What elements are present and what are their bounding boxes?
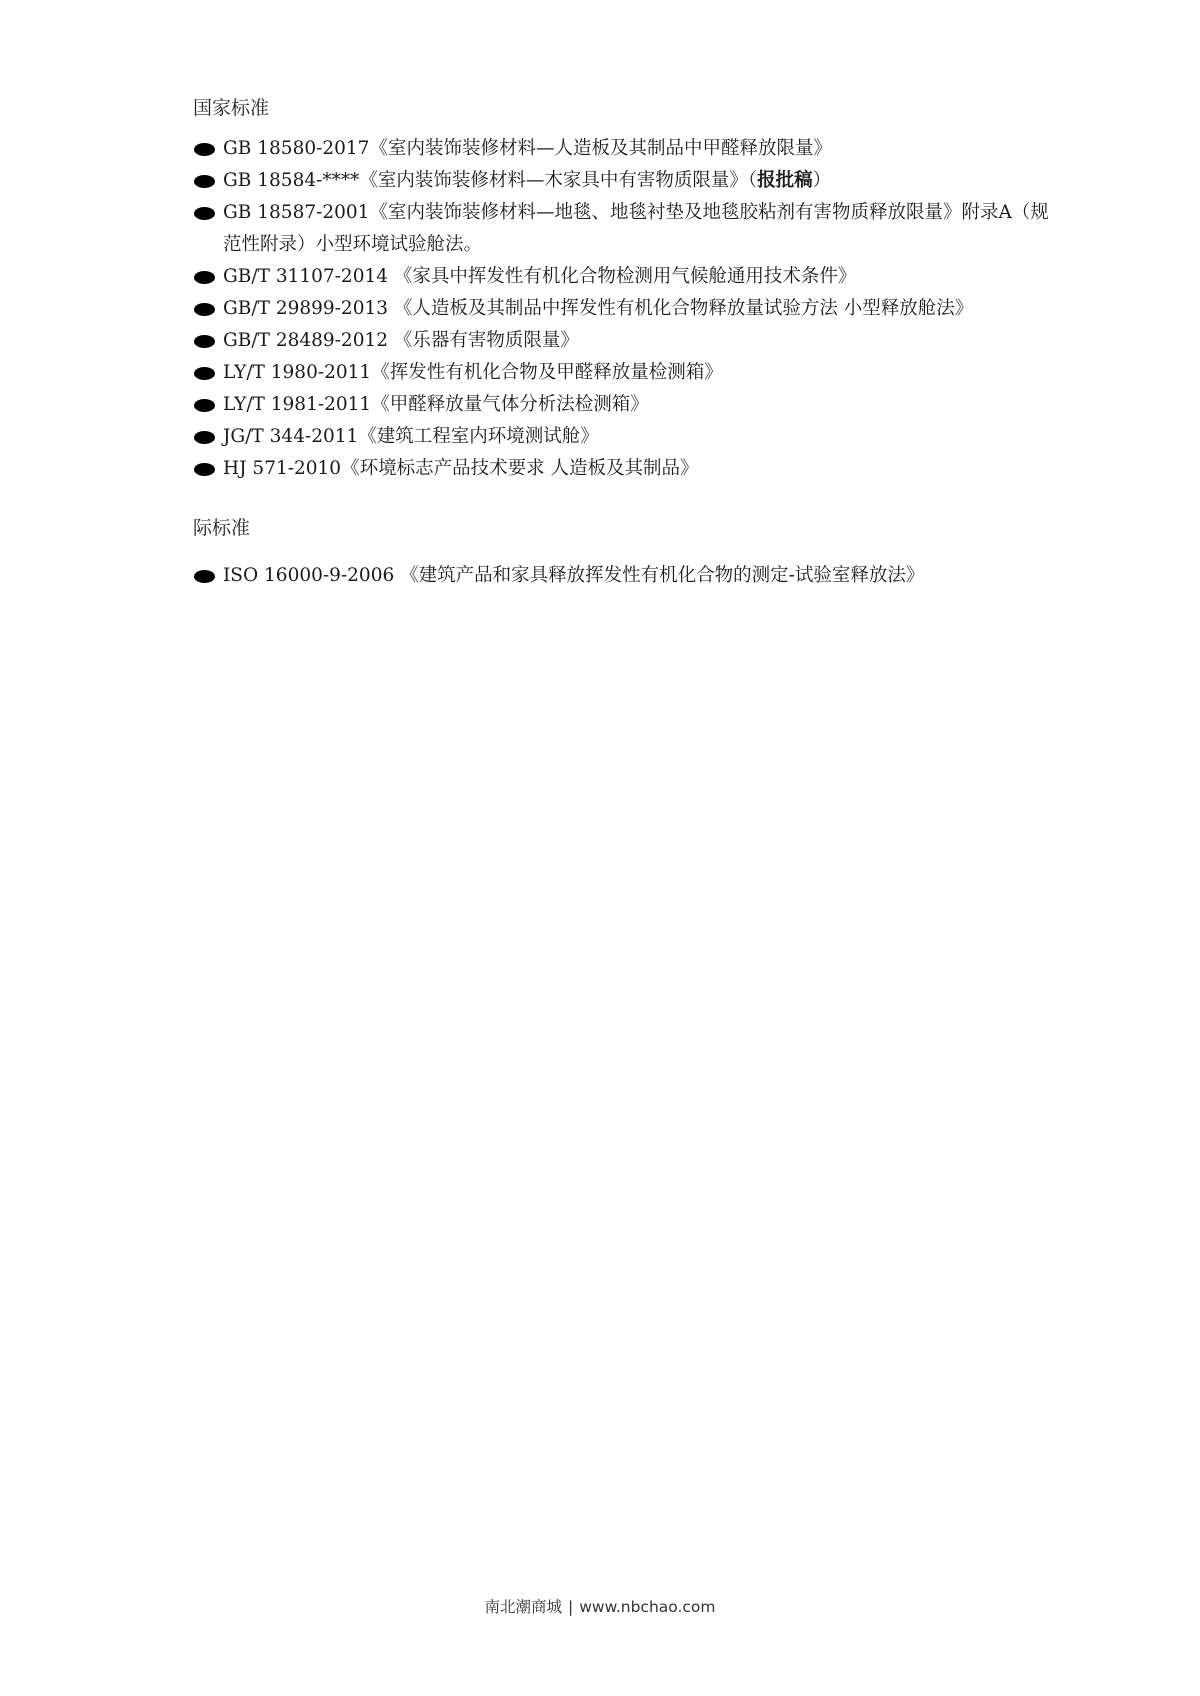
list-item [193, 389, 1093, 421]
list-item [193, 560, 1093, 592]
footer-url[interactable]: www.nbchao.com [579, 1598, 716, 1616]
standard-code: HJ 571-2010 [223, 458, 342, 479]
list-item [193, 453, 1093, 485]
bullet-icon [194, 143, 215, 156]
standard-title: 《建筑产品和家具释放挥发性有机化合物的测定-试验室释放法》 [400, 565, 925, 586]
standard-title: 《室内装饰装修材料—木家具中有害物质限量》 [359, 170, 748, 191]
standard-title: 《甲醛释放量气体分析法检测箱》 [371, 394, 649, 415]
standard-code: LY/T 1980-2011 [223, 362, 372, 383]
bullet-icon [194, 399, 215, 412]
standard-title: 《家具中挥发性有机化合物检测用气候舱通用技术条件》 [393, 266, 857, 287]
standard-title: 《环境标志产品技术要求 人造板及其制品》 [341, 458, 699, 479]
list-item [193, 325, 1093, 357]
bullet-icon [194, 367, 215, 380]
standard-title: 《室内装饰装修材料—人造板及其制品中甲醛释放限量》 [369, 138, 832, 159]
list-item [193, 133, 1093, 165]
bullet-icon [194, 570, 215, 583]
standard-title: 《挥发性有机化合物及甲醛释放量检测箱》 [371, 362, 723, 383]
list-item [193, 261, 1093, 293]
list-item [193, 165, 1093, 197]
national-standards-list [193, 133, 1093, 485]
standard-title: 《人造板及其制品中挥发性有机化合物释放量试验方法 小型释放舱法》 [393, 298, 974, 319]
section-heading-international: 际标准 [193, 517, 251, 539]
standard-title: 《室内装饰装修材料—地毯、地毯衬垫及地毯胶粘剂有害物质释放限量》附录A（规范性附录）小型环境试验舱法。 [223, 202, 1049, 255]
footer-separator: | [567, 1598, 574, 1616]
standard-code: LY/T 1981-2011 [223, 394, 372, 415]
list-item [193, 293, 1093, 325]
bullet-icon [194, 335, 215, 348]
status-prefix: （ [747, 170, 758, 191]
bullet-icon [194, 207, 215, 220]
standard-code: GB/T 28489-2012 [223, 330, 394, 351]
bullet-icon [194, 271, 215, 284]
standard-code: GB 18580-2017 [223, 138, 370, 159]
standard-title: 《乐器有害物质限量》 [393, 330, 579, 351]
section-heading-national: 国家标准 [193, 97, 270, 119]
status-badge: 报批稿 [757, 170, 813, 191]
bullet-icon [194, 175, 215, 188]
standard-code: JG/T 344-2011 [223, 426, 359, 447]
international-standards-list [193, 560, 1093, 592]
standard-code: ISO 16000-9-2006 [223, 565, 401, 586]
bullet-icon [194, 303, 215, 316]
list-item [193, 197, 1093, 261]
standard-title: 《建筑工程室内环境测试舱》 [358, 426, 599, 447]
list-item [193, 357, 1093, 389]
status-suffix: ） [812, 170, 832, 191]
standard-code: GB/T 31107-2014 [223, 266, 394, 287]
footer-site-name: 南北潮商城 [484, 1598, 562, 1616]
standard-code: GB 18584-**** [223, 170, 360, 191]
standard-code: GB/T 29899-2013 [223, 298, 394, 319]
page-footer [0, 1595, 1200, 1617]
bullet-icon [194, 463, 215, 476]
bullet-icon [194, 431, 215, 444]
standard-code: GB 18587-2001 [223, 202, 370, 223]
list-item [193, 421, 1093, 453]
